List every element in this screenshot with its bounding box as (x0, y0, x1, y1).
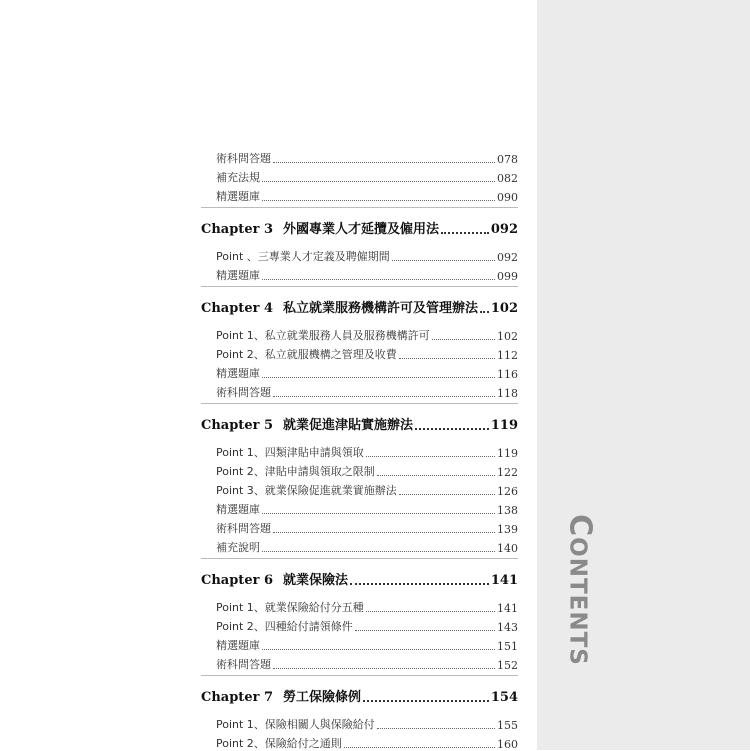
chapter-number: Chapter 5 (201, 418, 274, 433)
page-number: 151 (497, 640, 518, 653)
toc-entry[interactable] (216, 165, 518, 185)
toc-chapter-entry[interactable] (201, 217, 518, 237)
dot-leader (344, 746, 495, 748)
page-number: 154 (490, 690, 518, 705)
sidebar-title-initial: C (562, 514, 598, 538)
dot-leader (366, 455, 495, 457)
page-number: 118 (497, 387, 518, 400)
page-number: 160 (497, 738, 518, 751)
page-number: 102 (490, 301, 518, 316)
entry-title: Point 3、就業保險促進就業實施辦法 (216, 484, 397, 497)
entry-title: 精選題庫 (216, 639, 260, 652)
toc-entry[interactable] (216, 263, 518, 283)
entry-title: 補充說明 (216, 541, 260, 554)
toc-entry[interactable] (216, 380, 518, 400)
entry-title: Point 1、四類津貼申請與領取 (216, 446, 364, 459)
page-number: 102 (497, 330, 518, 343)
dot-leader (262, 278, 495, 280)
page-number: 141 (497, 602, 518, 615)
toc-entry[interactable] (216, 614, 518, 634)
chapter-divider (201, 286, 518, 287)
toc-entry[interactable] (216, 535, 518, 555)
toc-entry[interactable] (216, 516, 518, 536)
dot-leader (480, 310, 489, 313)
page-number: 126 (497, 485, 518, 498)
entry-title: 術科問答題 (216, 522, 271, 535)
page-number: 078 (497, 153, 518, 166)
entry-title: Point 1、就業保險給付分五種 (216, 601, 364, 614)
toc-entry[interactable] (216, 342, 518, 362)
toc-entry[interactable] (216, 361, 518, 381)
sidebar-title-rest: ONTENTS (564, 537, 591, 666)
entry-title: Point 2、保險給付之通則 (216, 737, 342, 750)
chapter-title: 勞工保險條例 (283, 690, 362, 705)
entry-title: 術科問答題 (216, 658, 271, 671)
page-number: 138 (497, 504, 518, 517)
dot-leader (355, 629, 495, 631)
page-number: 122 (497, 466, 518, 479)
dot-leader (273, 161, 495, 163)
chapter-title: 就業促進津貼實施辦法 (283, 418, 414, 433)
dot-leader (432, 338, 495, 340)
toc-chapter-entry[interactable] (201, 685, 518, 705)
entry-title: Point 2、四種給付請領條件 (216, 620, 353, 633)
dot-leader (441, 231, 489, 234)
toc-entry[interactable] (216, 497, 518, 517)
page-number: 141 (490, 573, 518, 588)
dot-leader (262, 550, 495, 552)
page-number: 139 (497, 523, 518, 536)
entry-title: 術科問答題 (216, 386, 271, 399)
dot-leader (366, 610, 495, 612)
entry-title: Point 2、私立就服機構之管理及收費 (216, 348, 397, 361)
dot-leader (399, 357, 495, 359)
dot-leader (262, 376, 495, 378)
toc-entry[interactable] (216, 184, 518, 204)
entry-title: Point 1、保險相關人與保險給付 (216, 718, 375, 731)
page-number: 119 (497, 447, 518, 460)
page-number: 090 (497, 191, 518, 204)
page-number: 155 (497, 719, 518, 732)
chapter-number: Chapter 4 (201, 301, 274, 316)
page-number: 152 (497, 659, 518, 672)
page-number: 143 (497, 621, 518, 634)
chapter-number: Chapter 7 (201, 690, 274, 705)
toc-chapter-entry[interactable] (201, 296, 518, 316)
entry-title: 精選題庫 (216, 269, 260, 282)
dot-leader (273, 395, 495, 397)
contents-sidebar-title (563, 514, 598, 666)
entry-title: 補充法規 (216, 171, 260, 184)
toc-entry[interactable] (216, 652, 518, 672)
page-number: 082 (497, 172, 518, 185)
chapter-divider (201, 403, 518, 404)
toc-entry[interactable] (216, 459, 518, 479)
toc-entry[interactable] (216, 244, 518, 264)
entry-title: 精選題庫 (216, 367, 260, 380)
toc-entry[interactable] (216, 146, 518, 166)
dot-leader (262, 512, 495, 514)
toc-entry[interactable] (216, 731, 518, 751)
page-number: 140 (497, 542, 518, 555)
toc-chapter-entry[interactable] (201, 413, 518, 433)
page-number: 099 (497, 270, 518, 283)
toc-entry[interactable] (216, 323, 518, 343)
dot-leader (415, 427, 489, 430)
page-number: 112 (497, 349, 518, 362)
toc-entry[interactable] (216, 440, 518, 460)
dot-leader (377, 727, 495, 729)
chapter-number: Chapter 3 (201, 222, 274, 237)
dot-leader (262, 180, 495, 182)
chapter-title: 就業保險法 (283, 573, 349, 588)
toc-chapter-entry[interactable] (201, 568, 518, 588)
dot-leader (350, 582, 489, 585)
entry-title: 精選題庫 (216, 190, 260, 203)
toc-entry[interactable] (216, 633, 518, 653)
chapter-divider (201, 207, 518, 208)
toc-entry[interactable] (216, 478, 518, 498)
entry-title: Point 、三專業人才定義及聘僱期間 (216, 250, 390, 263)
toc-entry[interactable] (216, 595, 518, 615)
page-number: 116 (497, 368, 518, 381)
entry-title: Point 1、私立就業服務人員及服務機構許可 (216, 329, 430, 342)
toc-entry[interactable] (216, 712, 518, 732)
chapter-divider (201, 558, 518, 559)
dot-leader (399, 493, 495, 495)
entry-title: 術科問答題 (216, 152, 271, 165)
entry-title: Point 2、津貼申請與領取之限制 (216, 465, 375, 478)
entry-title: 精選題庫 (216, 503, 260, 516)
dot-leader (273, 531, 495, 533)
dot-leader (377, 474, 495, 476)
chapter-title: 私立就業服務機構許可及管理辦法 (283, 301, 479, 316)
page-number: 092 (497, 251, 518, 264)
dot-leader (273, 667, 495, 669)
page-number: 092 (490, 222, 518, 237)
chapter-number: Chapter 6 (201, 573, 274, 588)
chapter-title: 外國專業人才延攬及僱用法 (283, 222, 440, 237)
dot-leader (262, 648, 495, 650)
page-number: 119 (490, 418, 518, 433)
dot-leader (262, 199, 495, 201)
dot-leader (392, 259, 495, 261)
chapter-divider (201, 675, 518, 676)
dot-leader (363, 699, 489, 702)
